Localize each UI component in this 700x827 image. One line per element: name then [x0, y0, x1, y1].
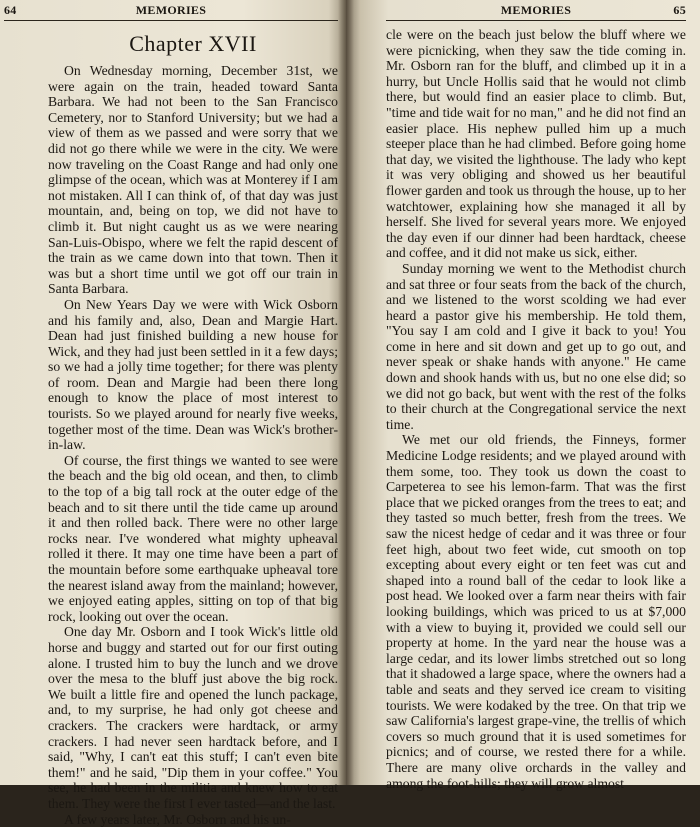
right-page	[346, 0, 700, 785]
running-head-title-left: MEMORIES	[4, 3, 338, 18]
paragraph: Of course, the first things we wanted to see were the beach and the big old ocean, and then, to climb to the top of a big tall rock at the outer edge of the beach and to sit there until the tide came up around it and then rolled back. There were no other large rocks near. I've wondered what mighty upheaval rolled it there. It may one time have been a part of the mountain before some earthquake upheaval tore the nearest island away from the mainland; however, we enjoyed eating apples, sitting on top of that big rock, looking out over the ocean.	[48, 453, 338, 625]
page-number-right: 65	[673, 3, 686, 18]
running-head-right	[386, 0, 686, 21]
paragraph: Sunday morning we went to the Methodist church and sat three or four seats from the back of the church, and we listened to the worst scolding we had ever heard a pastor give his membership. He told them, "You say I am cold and I give it back to you! You come in here and sit down and get up to go out, and never speak or shake hands with anyone." He came down and shook hands with us, but no one else did; so we did not go back, but went with the rest of the folks to their church at the Congregational service the next time.	[386, 261, 686, 433]
page-number-left: 64	[4, 3, 17, 18]
paragraph: On New Years Day we were with Wick Osborn and his family and, also, Dean and Margie Hart. Dean had just finished building a new house for Wick, and they had just been settled in it a few days; so we had a jolly time together; for there was plenty of room. Dean and Margie had been there long enough to know the place of most interest to tourists. So we played around for nearly five weeks, together most of the time. Dean was Wick's brother-in-law.	[48, 297, 338, 453]
chapter-title: Chapter XVII	[48, 31, 338, 57]
paragraph: We met our old friends, the Finneys, former Medicine Lodge residents; and we played around with them some, too. They took us down the coast to Carpeterea to see his lemon-farm. That was the first place that we picked oranges from the trees to eat; and they tasted so much better, fresh from the trees. We saw the nicest hedge of cedar and it was three or four feet high, about two feet wide, cut smooth on top excepting about every eight or ten feet was cut and shaped into a round ball of the cedar to look like a post head. We looked over a farm near theirs with fair looking buildings, which was priced to us at $7,000 with a view to buying it, provided we could sell our property at home. In the yard near the house was a large cedar, and its lower limbs stretched out so long that it shadowed a large space, where the owners had a table and seats and they served ice cream to visiting tourists. We were kodaked by the tree. On that trip we saw California's largest grape-vine, the trellis of which covers so much ground that it is used sometimes for picnics; and of course, we rested there for a while. There are many olive orchards in the valley and among the foot-hills; they will grow almost	[386, 432, 686, 791]
paragraph: One day Mr. Osborn and I took Wick's little old horse and buggy and started out for our first outing alone. I trusted him to buy the lunch and we drove over the mesa to the bluff just above the big rock. We built a little fire and opened the lunch package, and, to my surprise, he had only got cheese and crackers. The crackers were hardtack, or army crackers. I had never seen hardtack before, and I said, "Why, I can't eat this stuff; I can't even bite them!" and he said, "Dip them in your coffee." You see, he had been in the militia and knew how to eat them. They were the first I ever tasted—and the last.	[48, 624, 338, 811]
book-gutter-shadow	[338, 0, 354, 785]
paragraph: A few years later, Mr. Osborn and his un-	[48, 812, 338, 827]
paragraph: cle were on the beach just below the bluff where we were picnicking, when they saw the tide coming in. Mr. Osborn ran for the bluff, and climbed up it in a hurry, but Uncle Hollis said that he would not climb there, but would find an easier place to climb. But, "time and tide wait for no man," and he did not find an easier place. His nephew pulled him up a much steeper place than he had climbed. Before going home that day, we visited the lighthouse. The lady who kept it was very obliging and showed us her beautiful flower garden and took us through the house, up to her watchtower, explaining how she managed it all by herself. She lived for several years more. We enjoyed the day even if our dinner had been hardtack, cheese and coffee, and it did not make us sick, either.	[386, 27, 686, 261]
running-head-title-right: MEMORIES	[386, 3, 686, 18]
paragraph: On Wednesday morning, December 31st, we were again on the train, headed toward Santa Barbara. We had not been to the San Francisco Cemetery, nor to Stanford University; but we had a view of them as we passed and were sorry that we did not go there while we were in the city. We were now traveling on the Coast Range and had only one glimpse of the ocean, which was at Monterey if I am not mistaken. All I can think of, of that day was just mountain, and, being on top, we did not have to climb it. But night caught us as we were nearing San-Luis-Obispo, where we felt the rapid descent of the train as we came down into that town. Then it was but a short time until we got off our train in Santa Barbara.	[48, 63, 338, 297]
running-head-left	[4, 0, 338, 21]
left-page	[0, 0, 346, 785]
